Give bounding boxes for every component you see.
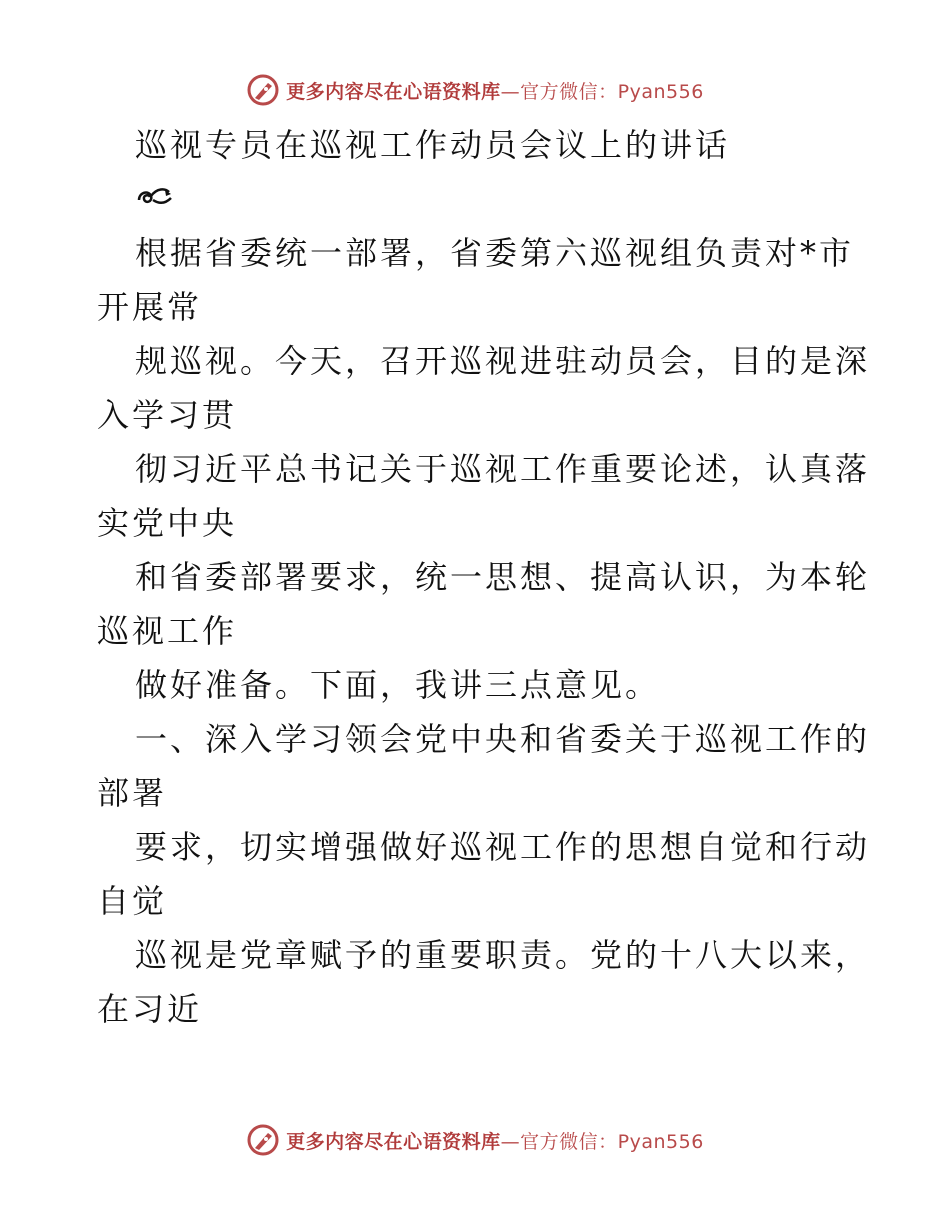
text-line: 彻习近平总书记关于巡视工作重要论述，认真落	[135, 450, 871, 488]
section-heading-line: 一、深入学习领会党中央和省委关于巡视工作的	[135, 720, 871, 758]
pen-nib-logo-icon	[246, 1123, 280, 1157]
banner-text: 更多内容尽在心语资料库—官方微信：Pyan556	[286, 80, 704, 103]
pen-nib-logo-icon	[246, 73, 280, 107]
flourish-ornament	[97, 172, 857, 226]
text-line: 部署	[97, 774, 168, 812]
text-line: 做好准备。下面，我讲三点意见。	[135, 666, 661, 704]
text-line: 巡视是党章赋予的重要职责。党的十八大以来，	[135, 936, 871, 974]
paragraph-lines	[97, 226, 871, 1036]
document-body	[97, 118, 871, 1036]
document-title: 巡视专员在巡视工作动员会议上的讲话	[135, 126, 731, 164]
text-line: 巡视工作	[97, 612, 238, 650]
text-line: 要求，切实增强做好巡视工作的思想自觉和行动	[135, 828, 871, 866]
text-line: 开展常	[97, 288, 203, 326]
text-line: 入学习贯	[97, 396, 238, 434]
text-line: 和省委部署要求，统一思想、提高认识，为本轮	[135, 558, 871, 596]
text-line: 实党中央	[97, 504, 238, 542]
text-line: 在习近	[97, 990, 203, 1028]
banner-text: 更多内容尽在心语资料库—官方微信：Pyan556	[286, 1130, 704, 1153]
header-banner	[0, 70, 950, 110]
flourish-ornament-icon	[135, 184, 175, 214]
text-line: 根据省委统一部署，省委第六巡视组负责对*市	[135, 234, 855, 272]
text-line: 自觉	[97, 882, 168, 920]
text-line: 规巡视。今天，召开巡视进驻动员会，目的是深	[135, 342, 871, 380]
footer-banner	[0, 1120, 950, 1160]
